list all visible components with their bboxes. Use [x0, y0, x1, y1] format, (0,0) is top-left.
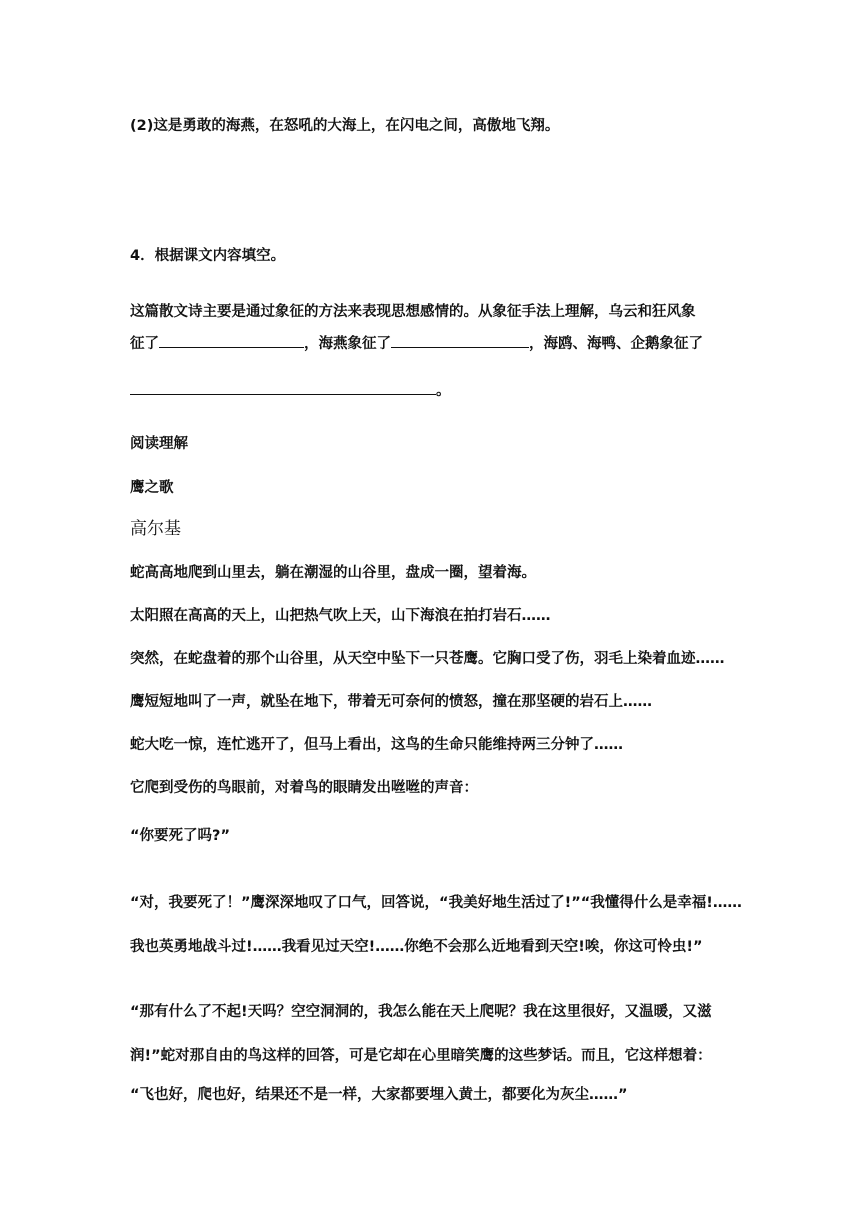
fill-text: ，海鸥、海鸭、企鹅象征了	[529, 336, 703, 352]
section-heading: 阅读理解	[130, 436, 188, 452]
dialogue-line: “对，我要死了！”鹰深深地叹了口气，回答说，“我美好地生活过了!”“我懂得什么是幸福!……	[130, 895, 742, 911]
dialogue-line: 我也英勇地战斗过!……我看见过天空!……你绝不会那么近地看到天空!唉，你这可怜虫!”	[130, 939, 703, 955]
passage-paragraph: 太阳照在高高的天上，山把热气吹上天，山下海浪在拍打岩石……	[130, 608, 551, 624]
question-4-title: 4．根据课文内容填空。	[130, 248, 286, 264]
fill-blank-1[interactable]	[159, 333, 304, 348]
fill-text: 征了	[130, 336, 159, 352]
passage-paragraph: 鹰短短地叫了一声，就坠在地下，带着无可奈何的愤怒，撞在那坚硬的岩石上……	[130, 694, 652, 710]
fill-text: 。	[436, 383, 451, 399]
dialogue-line: “你要死了吗?”	[130, 828, 230, 844]
question-4-line-3	[130, 380, 736, 401]
dialogue-line: “飞也好，爬也好，结果还不是一样，大家都要埋入黄土，都要化为灰尘……”	[130, 1087, 628, 1103]
fill-blank-2[interactable]	[391, 333, 529, 348]
passage-paragraph: 蛇大吃一惊，连忙逃开了，但马上看出，这鸟的生命只能维持两三分钟了……	[130, 737, 623, 753]
dialogue-line: 润!”蛇对那自由的鸟这样的回答，可是它却在心里暗笑鹰的这些梦话。而且，它这样想着：	[130, 1048, 712, 1064]
question-4-line-1: 这篇散文诗主要是通过象征的方法来表现思想感情的。从象征手法上理解，乌云和狂风象	[130, 304, 696, 320]
passage-paragraph: 它爬到受伤的鸟眼前，对着鸟的眼睛发出咝咝的声音：	[130, 780, 478, 796]
passage-paragraph: 突然，在蛇盘着的那个山谷里，从天空中坠下一只苍鹰。它胸口受了伤，羽毛上染着血迹……	[130, 651, 725, 667]
dialogue-line: “那有什么了不起!天吗？空空洞洞的，我怎么能在天上爬呢？我在这里很好，又温暖，又滋	[130, 1004, 712, 1020]
fill-blank-3[interactable]	[130, 380, 436, 395]
passage-paragraph: 蛇高高地爬到山里去，躺在潮湿的山谷里，盘成一圈，望着海。	[130, 565, 536, 581]
question-4-line-2	[130, 333, 736, 354]
question-2-text: (2)这是勇敢的海燕，在怒吼的大海上，在闪电之间，高傲地飞翔。	[130, 118, 560, 134]
fill-text: ，海燕象征了	[304, 336, 391, 352]
passage-author: 高尔基	[130, 519, 181, 539]
passage-title: 鹰之歌	[130, 480, 174, 496]
